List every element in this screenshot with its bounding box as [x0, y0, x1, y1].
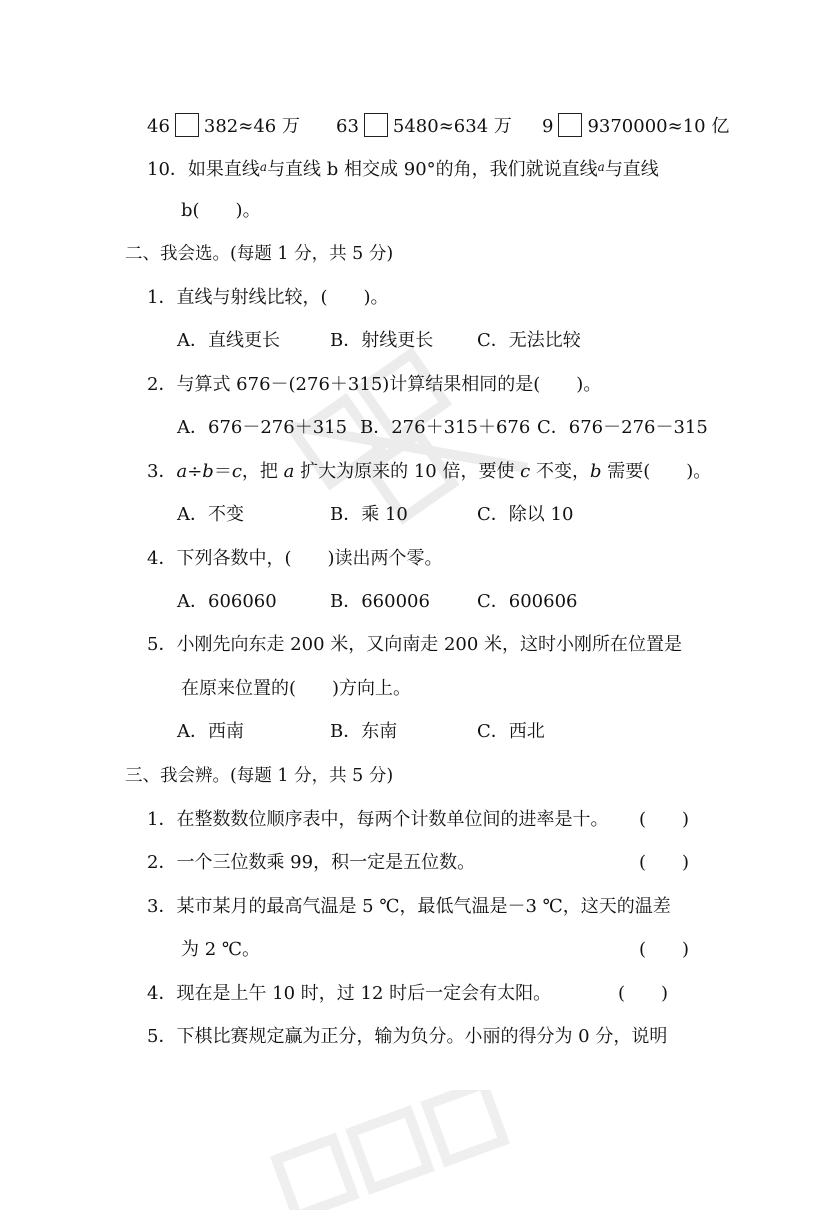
estimate-b-suffix: 5480≈634 万	[392, 116, 512, 137]
s3-question-3-line2: 为 2 ℃。	[181, 939, 261, 960]
question-text: 需要( )。	[601, 461, 712, 482]
s2-q1-option-a[interactable]: A．直线更长	[177, 330, 280, 351]
watermark-graphic-bottom	[240, 1090, 540, 1210]
answer-box-1[interactable]	[175, 113, 199, 137]
section-3-title: 三、我会辨。(每题 1 分，共 5 分)	[125, 766, 394, 786]
s2-question-5: 5．小刚先向东走 200 米，又向南走 200 米，这时小刚所在位置是	[147, 634, 683, 655]
variable-c: c	[520, 461, 531, 482]
question-number: 3．	[147, 461, 177, 482]
estimate-c-suffix: 9370000≈10 亿	[587, 116, 730, 137]
variable-b: b	[590, 461, 602, 482]
question-text: 扩大为原来的 10 倍，要使	[294, 461, 521, 482]
s3-q3-answer-parens[interactable]: ( )	[639, 939, 690, 960]
s2-question-3	[147, 460, 711, 484]
s2-q2-option-a[interactable]: A．676－276＋315	[177, 417, 348, 438]
question-text: 不变，	[530, 461, 590, 482]
question-text: 如果直线	[187, 159, 260, 180]
s2-q1-option-c[interactable]: C．无法比较	[477, 330, 581, 351]
s3-question-4: 4．现在是上午 10 时，过 12 时后一定会有太阳。	[147, 983, 552, 1004]
s2-q5-option-c[interactable]: C．西北	[477, 721, 545, 742]
question-number: 10．	[147, 159, 188, 180]
answer-box-2[interactable]	[364, 113, 388, 137]
s2-question-5-line2: 在原来位置的( )方向上。	[181, 678, 412, 699]
question-10	[147, 155, 659, 182]
estimation-row	[147, 113, 300, 139]
estimate-b-prefix: 63	[336, 116, 359, 137]
variable-b: b	[202, 461, 214, 482]
divide-sign: ÷	[187, 461, 203, 482]
s2-q2-option-c[interactable]: C．676－276－315	[537, 417, 708, 438]
s3-question-3: 3．某市某月的最高气温是 5 ℃，最低气温是－3 ℃，这天的温差	[147, 896, 671, 917]
s3-question-2: 2．一个三位数乘 99，积一定是五位数。	[147, 852, 476, 873]
s2-q5-option-a[interactable]: A．西南	[177, 721, 244, 742]
s2-q4-option-b[interactable]: B．660006	[330, 591, 430, 612]
question-text: ，把	[241, 461, 284, 482]
estimation-b	[336, 113, 512, 139]
estimate-a-suffix: 382≈46 万	[203, 116, 300, 137]
variable-a: a	[597, 160, 605, 174]
s3-q1-answer-parens[interactable]: ( )	[639, 809, 690, 830]
s3-q2-answer-parens[interactable]: ( )	[639, 852, 690, 873]
s3-q4-answer-parens[interactable]: ( )	[618, 983, 669, 1004]
equals-sign: ＝	[213, 461, 232, 482]
section-2-title: 二、我会选。(每题 1 分，共 5 分)	[125, 244, 394, 264]
s2-q3-option-b[interactable]: B．乘 10	[330, 504, 408, 525]
estimate-a-prefix: 46	[147, 116, 170, 137]
answer-box-3[interactable]	[558, 113, 582, 137]
s2-question-2: 2．与算式 676－(276＋315)计算结果相同的是( )。	[147, 374, 602, 395]
variable-a: a	[176, 461, 188, 482]
variable-c: c	[231, 461, 242, 482]
s2-q5-option-b[interactable]: B．东南	[330, 721, 398, 742]
variable-a: a	[259, 160, 268, 174]
s2-q3-option-a[interactable]: A．不变	[177, 504, 244, 525]
s2-question-4: 4．下列各数中，( )读出两个零。	[147, 548, 443, 569]
question-text: 与直线	[604, 159, 659, 180]
s3-question-1: 1．在整数数位顺序表中，每两个计数单位间的进率是十。	[147, 809, 609, 830]
s2-question-1: 1．直线与射线比较，( )。	[147, 287, 389, 308]
s2-q4-option-a[interactable]: A．606060	[177, 591, 277, 612]
question-10-line2: b( )。	[181, 200, 261, 221]
estimation-c	[542, 113, 729, 139]
estimate-c-prefix: 9	[542, 116, 554, 137]
s2-q3-option-c[interactable]: C．除以 10	[477, 504, 574, 525]
s2-q2-option-b[interactable]: B．276＋315＋676	[360, 417, 531, 438]
variable-a: a	[283, 461, 295, 482]
s2-q1-option-b[interactable]: B．射线更长	[330, 330, 434, 351]
question-text: 与直线 b 相交成 90°的角，我们就说直线	[267, 159, 598, 180]
s3-question-5: 5．下棋比赛规定赢为正分，输为负分。小丽的得分为 0 分，说明	[147, 1026, 668, 1047]
s2-q4-option-c[interactable]: C．600606	[477, 591, 578, 612]
